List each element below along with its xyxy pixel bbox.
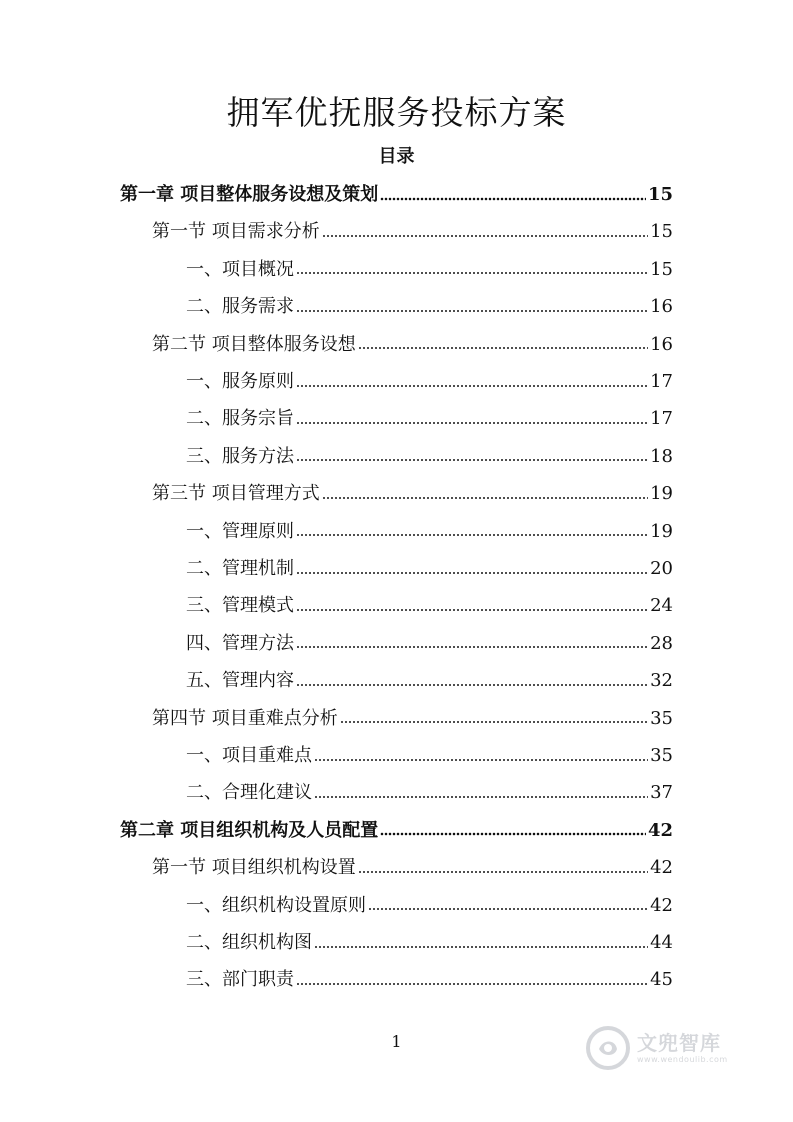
toc-entry-page: 28 bbox=[650, 632, 673, 654]
toc-chapter-entry[interactable] bbox=[120, 176, 673, 213]
toc-entry-text: 二、管理机制 bbox=[186, 558, 294, 579]
toc-subsection-entry[interactable] bbox=[186, 737, 673, 774]
toc-dot-leader bbox=[358, 344, 648, 352]
toc-entry-text: 二、服务需求 bbox=[186, 296, 294, 318]
toc-entry-page: 17 bbox=[650, 371, 673, 392]
toc-entry-page: 42 bbox=[650, 857, 673, 879]
toc-subsection-entry[interactable] bbox=[186, 288, 673, 325]
toc-subsection-entry[interactable] bbox=[186, 774, 673, 811]
toc-entry-page: 45 bbox=[650, 969, 673, 991]
toc-entry-page: 15 bbox=[650, 221, 673, 243]
toc-section-entry[interactable] bbox=[152, 326, 673, 363]
toc-entry-page: 15 bbox=[647, 184, 673, 205]
toc-dot-leader bbox=[296, 980, 648, 988]
toc-dot-leader bbox=[296, 569, 648, 577]
toc-dot-leader bbox=[358, 868, 648, 876]
toc-subsection-entry[interactable] bbox=[186, 961, 673, 998]
toc-subsection-entry[interactable] bbox=[186, 662, 673, 699]
toc-dot-leader bbox=[296, 531, 648, 539]
toc-entry-text: 第一节 项目需求分析 bbox=[152, 221, 320, 243]
toc-entry-page: 15 bbox=[650, 258, 673, 280]
toc-entry-page: 19 bbox=[650, 483, 673, 505]
toc-entry-page: 44 bbox=[650, 932, 673, 953]
toc-subsection-entry[interactable] bbox=[186, 924, 673, 961]
toc-dot-leader bbox=[296, 307, 648, 315]
toc-dot-leader bbox=[314, 943, 648, 951]
toc-section-entry[interactable] bbox=[152, 700, 673, 737]
toc-dot-leader bbox=[296, 643, 648, 651]
toc-dot-leader bbox=[296, 269, 648, 277]
toc-entry-text: 第四节 项目重难点分析 bbox=[152, 707, 338, 729]
toc-subsection-entry[interactable] bbox=[186, 363, 673, 400]
toc-entry-text: 五、管理内容 bbox=[186, 670, 294, 692]
toc-entry-text: 第三节 项目管理方式 bbox=[152, 483, 320, 505]
toc-entry-page: 16 bbox=[650, 296, 673, 318]
toc-heading: 目录 bbox=[378, 146, 415, 167]
toc-entry-text: 第二章 项目组织机构及人员配置 bbox=[120, 819, 379, 841]
toc-entry-page: 32 bbox=[650, 670, 673, 692]
toc-subsection-entry[interactable] bbox=[186, 400, 673, 437]
toc-subsection-entry[interactable] bbox=[186, 887, 673, 924]
toc-entry-text: 二、组织机构图 bbox=[186, 932, 312, 953]
toc-dot-leader bbox=[322, 494, 648, 502]
toc-entry-page: 16 bbox=[650, 333, 673, 355]
toc-subsection-entry[interactable] bbox=[186, 625, 673, 662]
toc-dot-leader bbox=[322, 232, 648, 240]
toc-subsection-entry[interactable] bbox=[186, 438, 673, 475]
toc-chapter-entry[interactable] bbox=[120, 812, 673, 849]
toc-entry-text: 一、项目概况 bbox=[186, 258, 294, 280]
watermark-url: www.wendoulib.com bbox=[637, 1055, 728, 1064]
watermark-name: 文兜智库 bbox=[637, 1031, 721, 1055]
page-number: 1 bbox=[391, 1032, 402, 1051]
toc-subsection-entry[interactable] bbox=[186, 513, 673, 550]
toc-entry-page: 20 bbox=[650, 558, 673, 579]
toc-entry-page: 24 bbox=[650, 595, 673, 617]
toc-entry-text: 第一章 项目整体服务设想及策划 bbox=[120, 184, 379, 205]
toc-dot-leader bbox=[296, 456, 648, 464]
toc-entry-page: 35 bbox=[650, 745, 673, 766]
toc-dot-leader bbox=[380, 195, 646, 203]
toc-subsection-entry[interactable] bbox=[186, 251, 673, 288]
toc-entry-text: 一、服务原则 bbox=[186, 371, 294, 392]
watermark-text bbox=[637, 1031, 728, 1065]
toc-section-entry[interactable] bbox=[152, 849, 673, 886]
toc-entry-page: 42 bbox=[647, 819, 673, 841]
toc-entry-page: 35 bbox=[650, 707, 673, 729]
wendou-logo-icon bbox=[585, 1025, 631, 1071]
toc-entry-text: 一、项目重难点 bbox=[186, 745, 312, 766]
toc-entry-text: 二、服务宗旨 bbox=[186, 408, 294, 430]
toc-entry-page: 17 bbox=[650, 408, 673, 430]
toc-entry-text: 一、组织机构设置原则 bbox=[186, 894, 366, 916]
toc-entry-page: 42 bbox=[650, 894, 673, 916]
toc-entry-text: 四、管理方法 bbox=[186, 632, 294, 654]
toc-dot-leader bbox=[314, 793, 648, 801]
toc-entry-page: 19 bbox=[650, 520, 673, 542]
toc-subsection-entry[interactable] bbox=[186, 587, 673, 624]
toc-subsection-entry[interactable] bbox=[186, 550, 673, 587]
toc-dot-leader bbox=[340, 718, 648, 726]
toc-dot-leader bbox=[314, 756, 648, 764]
toc-dot-leader bbox=[380, 830, 646, 838]
toc-entry-text: 三、服务方法 bbox=[186, 445, 294, 467]
toc-section-entry[interactable] bbox=[152, 213, 673, 250]
toc-entry-text: 第二节 项目整体服务设想 bbox=[152, 333, 356, 355]
toc-entry-page: 37 bbox=[650, 782, 673, 804]
toc-section-entry[interactable] bbox=[152, 475, 673, 512]
toc-dot-leader bbox=[296, 681, 648, 689]
toc-entry-text: 一、管理原则 bbox=[186, 520, 294, 542]
toc-entry-text: 二、合理化建议 bbox=[186, 782, 312, 804]
toc-entry-text: 三、管理模式 bbox=[186, 595, 294, 617]
document-title: 拥军优抚服务投标方案 bbox=[226, 93, 567, 132]
toc-dot-leader bbox=[296, 382, 648, 390]
toc-entry-text: 第一节 项目组织机构设置 bbox=[152, 857, 356, 879]
toc-entry-page: 18 bbox=[650, 445, 673, 467]
toc-dot-leader bbox=[296, 606, 648, 614]
watermark bbox=[585, 1020, 755, 1076]
toc-dot-leader bbox=[296, 419, 648, 427]
toc-dot-leader bbox=[368, 905, 648, 913]
toc-entry-text: 三、部门职责 bbox=[186, 969, 294, 991]
